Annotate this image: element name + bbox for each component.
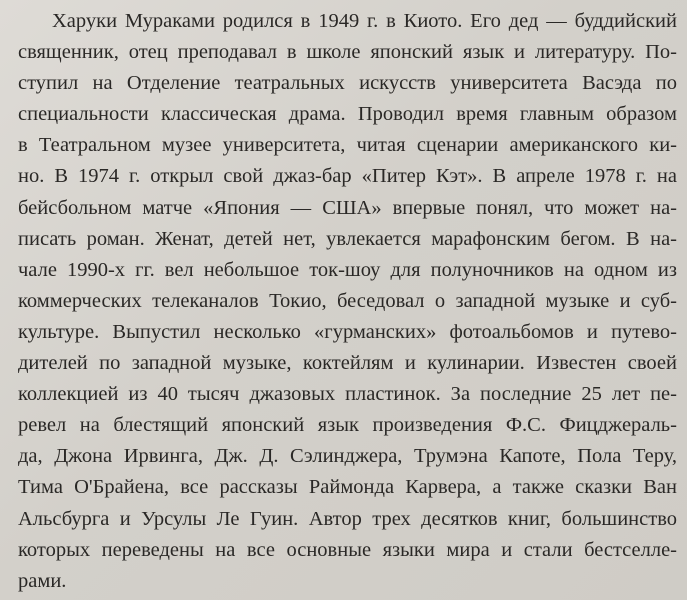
text-line: бейсбольном матче «Япония — США» впервые понял, что может на- — [18, 196, 677, 219]
text-line: ревел на блестящий японский язык произведения Ф.С. Фицджераль- — [18, 414, 677, 437]
text-line: рами. — [18, 569, 67, 592]
text-line: дителей по западной музыке, коктейлям и кулинарии. Известен своей — [18, 352, 677, 375]
text-line: священник, отец преподавал в школе японский язык и литературу. По- — [18, 41, 677, 64]
text-line: коммерческих телеканалов Токио, беседовал о западной музыке и суб- — [18, 289, 677, 312]
text-line: коллекцией из 40 тысяч джазовых пластинок. За последние 25 лет пе- — [18, 383, 677, 406]
text-line: в Театральном музее университета, читая сценарии американского ки- — [18, 134, 677, 157]
author-bio-paragraph — [18, 6, 677, 597]
text-line: которых переведены на все основные языки мира и стали бестселле- — [18, 538, 677, 561]
text-line: но. В 1974 г. открыл свой джаз-бар «Питер Кэт». В апреле 1978 г. на — [18, 165, 677, 188]
text-line: чале 1990-х гг. вел небольшое ток-шоу для полуночников на одном из — [18, 258, 677, 281]
text-line: Харуки Мураками родился в 1949 г. в Киото. Его дед — буддийский — [52, 10, 677, 32]
text-line: Тима О'Брайена, все рассказы Раймонда Карвера, а также сказки Ван — [18, 476, 677, 499]
text-line: писать роман. Женат, детей нет, увлекается марафонским бегом. В на- — [18, 227, 677, 250]
text-line: культуре. Выпустил несколько «гурманских» фотоальбомов и путево- — [18, 320, 677, 343]
text-line: ступил на Отделение театральных искусств университета Васэда по — [18, 72, 677, 95]
text-line: Альсбурга и Урсулы Ле Гуин. Автор трех десятков книг, большинство — [18, 507, 677, 530]
text-line: специальности классическая драма. Проводил время главным образом — [18, 103, 677, 126]
text-line: да, Джона Ирвинга, Дж. Д. Сэлинджера, Трумэна Капоте, Пола Теру, — [18, 445, 677, 468]
